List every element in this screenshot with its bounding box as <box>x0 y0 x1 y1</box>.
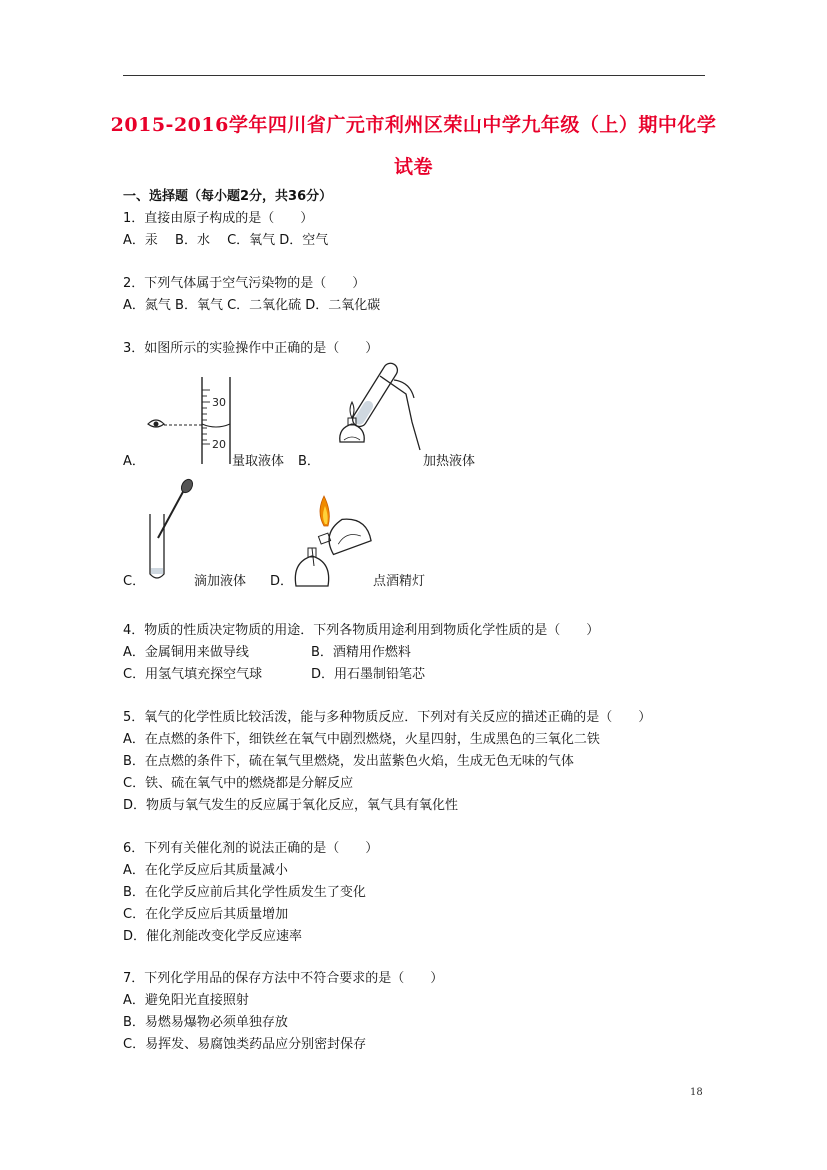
q3-stem: 3．如图所示的实验操作中正确的是（ ） <box>123 341 379 356</box>
q7-option-a: A．避免阳光直接照射 <box>123 993 249 1008</box>
q3-option-a-letter: A． <box>123 454 145 469</box>
q5-option-b: B．在点燃的条件下，硫在氧气里燃烧，发出蓝紫色火焰，生成无色无味的气体 <box>123 754 574 769</box>
q7-option-c: C．易挥发、易腐蚀类药品应分别密封保存 <box>123 1037 367 1052</box>
q2-stem: 2．下列气体属于空气污染物的是（ ） <box>123 276 366 291</box>
q5-stem: 5．氧气的化学性质比较活泼，能与多种物质反应．下列对有关反应的描述正确的是（ ） <box>123 710 652 725</box>
section-heading: 一、选择题（每小题2分，共36分） <box>123 189 333 204</box>
tick-label-30: 30 <box>212 396 226 409</box>
q4-option-d: D．用石墨制铅笔芯 <box>311 667 426 682</box>
q3-option-d-letter: D． <box>270 574 294 589</box>
q7-option-b: B．易燃易爆物必须单独存放 <box>123 1015 288 1030</box>
figure-dropping-liquid <box>140 478 200 584</box>
page-number: 18 <box>690 1087 703 1098</box>
header-rule <box>123 75 705 76</box>
q3-option-b-caption: 加热液体 <box>423 454 476 469</box>
figure-measuring-cylinder <box>140 372 240 467</box>
q3-option-c-caption: 滴加液体 <box>194 574 247 589</box>
q5-option-a: A．在点燃的条件下，细铁丝在氧气中剧烈燃烧，火星四射，生成黑色的三氧化二铁 <box>123 732 600 747</box>
q3-option-c-letter: C． <box>123 574 146 589</box>
q4-option-b: B．酒精用作燃料 <box>311 645 411 660</box>
page-title-line1: 2015-2016学年四川省广元市利州区荣山中学九年级（上）期中化学 <box>110 114 717 136</box>
q3-option-a-caption: 量取液体 <box>232 454 285 469</box>
figure-heating-liquid <box>318 362 428 462</box>
eye-icon <box>148 420 164 427</box>
figure-lighting-lamp <box>288 490 383 590</box>
q6-option-d: D．催化剂能改变化学反应速率 <box>123 929 303 944</box>
q5-option-c: C．铁、硫在氧气中的燃烧都是分解反应 <box>123 776 354 791</box>
tick-label-20: 20 <box>212 438 226 451</box>
q4-option-a: A．金属铜用来做导线 <box>123 645 249 660</box>
page-title-line2: 试卷 <box>393 156 433 178</box>
q6-option-c: C．在化学反应后其质量增加 <box>123 907 289 922</box>
q4-stem: 4．物质的性质决定物质的用途．下列各物质用途利用到物质化学性质的是（ ） <box>123 623 600 638</box>
q5-option-d: D．物质与氧气发生的反应属于氧化反应，氧气具有氧化性 <box>123 798 459 813</box>
q1-options: A．汞 B．水 C．氧气 D．空气 <box>123 233 329 248</box>
q6-stem: 6．下列有关催化剂的说法正确的是（ ） <box>123 841 379 856</box>
q3-option-b-letter: B． <box>298 454 320 469</box>
q6-option-a: A．在化学反应后其质量减小 <box>123 863 288 878</box>
q3-option-d-caption: 点酒精灯 <box>373 574 426 589</box>
q7-stem: 7．下列化学用品的保存方法中不符合要求的是（ ） <box>123 971 444 986</box>
q4-option-c: C．用氢气填充探空气球 <box>123 667 263 682</box>
q2-options: A．氮气 B．氧气 C．二氧化硫 D．二氧化碳 <box>123 298 381 313</box>
q1-stem: 1．直接由原子构成的是（ ） <box>123 211 314 226</box>
q6-option-b: B．在化学反应前后其化学性质发生了变化 <box>123 885 366 900</box>
